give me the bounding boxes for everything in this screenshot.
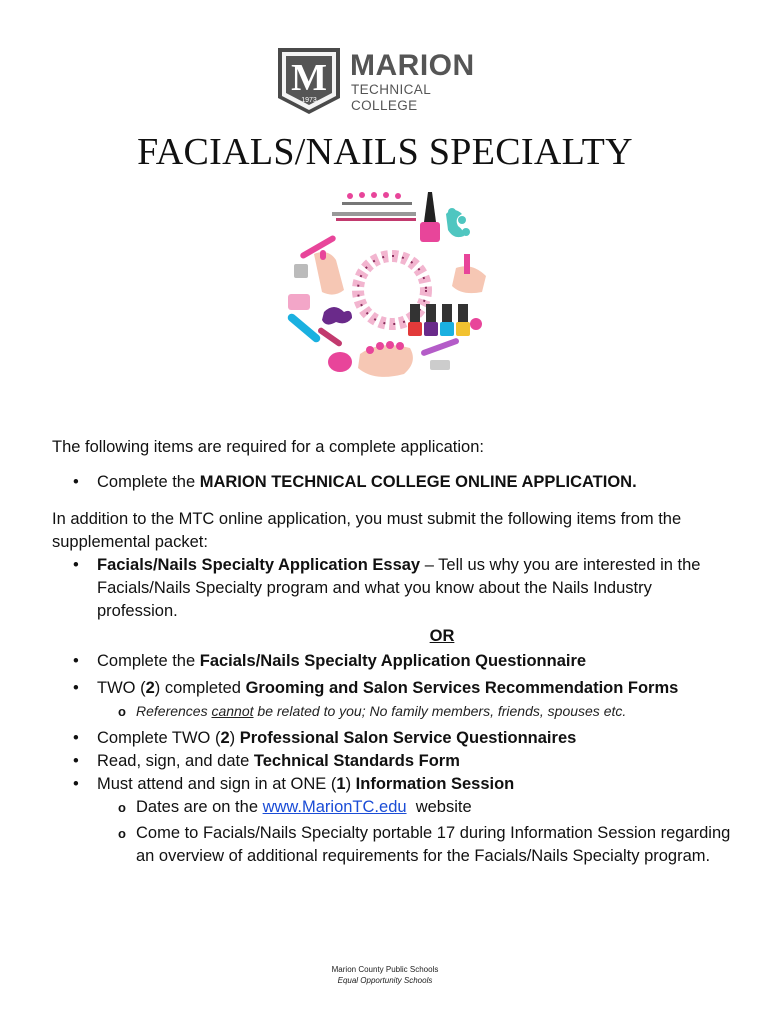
circle-bullet-icon: o xyxy=(118,826,126,841)
bullet-icon: • xyxy=(73,473,79,491)
college-shield-icon xyxy=(276,46,342,116)
list-item: • Read, sign, and date Technical Standards Form xyxy=(52,750,732,773)
hand-icon xyxy=(314,250,344,295)
bullet-icon: • xyxy=(73,652,79,670)
toe-separator-icon xyxy=(446,208,470,237)
list-item: • Must attend and sign in at ONE (1) Information Session xyxy=(52,773,732,796)
footer-eeo: Equal Opportunity Schools xyxy=(337,976,433,985)
brushes-icon xyxy=(332,192,416,221)
list-item: • Complete TWO (2) Professional Salon Service Questionnaires xyxy=(52,727,732,750)
additional-items-text: In addition to the MTC online application, you must submit the following items from the supplemental packet: xyxy=(52,510,682,551)
college-logo xyxy=(276,46,498,116)
marion-tc-link[interactable]: www.MarionTC.edu xyxy=(262,798,407,816)
logo-mark-letter: M xyxy=(291,57,327,99)
logo-name: MARION xyxy=(350,49,475,82)
list-item: • TWO (2) completed Grooming and Salon Services Recommendation Forms xyxy=(52,677,732,700)
session-sublist xyxy=(52,796,732,868)
online-application-list xyxy=(52,471,732,494)
or-divider: OR xyxy=(429,627,455,645)
logo-subtitle: TECHNICAL COLLEGE xyxy=(351,82,431,113)
polish-bottles-icon xyxy=(408,304,470,336)
supplemental-list-3 xyxy=(52,727,732,796)
list-item: o Come to Facials/Nails Specialty portable 17 during Information Session regarding an overview of additional requirements for the Facials/Nails Specialty program. xyxy=(118,824,731,865)
list-item: o References cannot be related to you; No family members, friends, spouses etc. xyxy=(52,700,732,723)
page-title: FACIALS/NAILS SPECIALTY xyxy=(137,131,633,173)
bullet-icon: • xyxy=(73,679,79,697)
supplemental-list-2 xyxy=(52,650,732,700)
requirements-content xyxy=(52,436,732,868)
cotton-pad-icon xyxy=(317,327,352,372)
bullet-icon: • xyxy=(73,775,79,793)
supplemental-list xyxy=(52,554,732,623)
right-hand-icon xyxy=(452,254,486,293)
footer-district: Marion County Public Schools xyxy=(331,965,439,974)
circle-bullet-icon: o xyxy=(118,704,126,719)
list-item: • Complete the MARION TECHNICAL COLLEGE ONLINE APPLICATION. xyxy=(52,471,732,494)
list-item: o Dates are on the www.MarionTC.edu website xyxy=(52,796,732,819)
bullet-icon: • xyxy=(73,556,79,574)
footer xyxy=(0,964,770,986)
list-item: • Complete the Facials/Nails Specialty Application Questionnaire xyxy=(52,650,732,673)
foot-icon xyxy=(358,341,413,377)
nail-tools-illustration xyxy=(280,184,500,392)
bullet-icon: • xyxy=(73,729,79,747)
references-sublist xyxy=(52,700,732,723)
logo-year: 1973 xyxy=(301,97,317,104)
intro-text: The following items are required for a complete application: xyxy=(52,438,484,456)
polish-bottle-icon xyxy=(420,192,440,242)
bullet-icon: • xyxy=(73,752,79,770)
circle-bullet-icon: o xyxy=(118,800,126,815)
polish-splash-icon xyxy=(322,307,352,325)
list-item: • Facials/Nails Specialty Application Essay – Tell us why you are interested in the Facials/Nails Specialty program and what you know about the Nails Industry profession. xyxy=(73,556,701,620)
